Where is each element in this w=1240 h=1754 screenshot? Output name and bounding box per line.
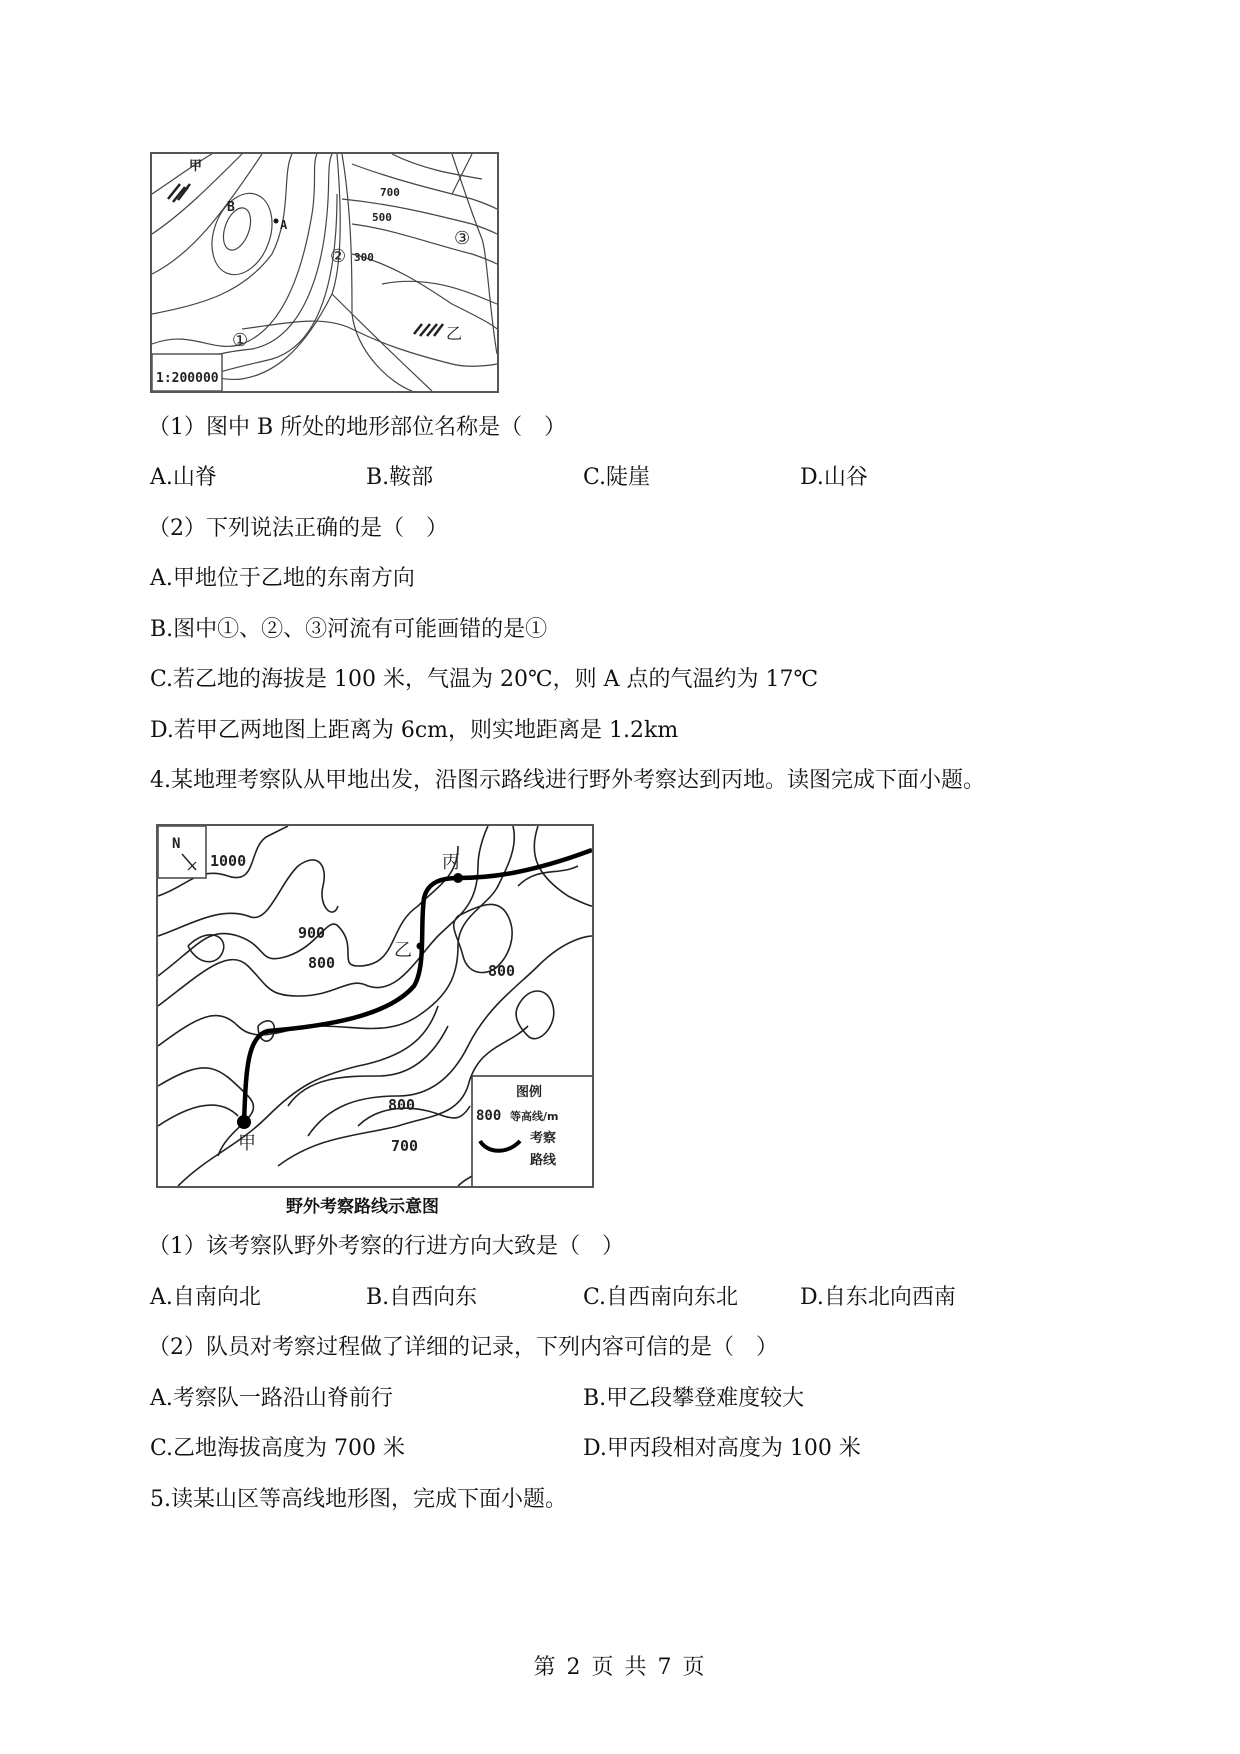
svg-text:路线: 路线 — [530, 1153, 557, 1168]
svg-text:800: 800 — [488, 962, 516, 980]
figure-2-caption: 野外考察路线示意图 — [286, 1197, 439, 1217]
q4-sub2-option-d: D.甲丙段相对高度为 100 米 — [583, 1436, 861, 1461]
svg-text:300: 300 — [354, 251, 374, 264]
q5-stem: 5.读某山区等高线地形图，完成下面小题。 — [150, 1487, 567, 1512]
svg-text:甲: 甲 — [238, 1133, 256, 1154]
svg-text:800: 800 — [388, 1096, 416, 1114]
contour-map-figure-1 — [150, 152, 499, 393]
svg-text:700: 700 — [391, 1137, 419, 1155]
q4-sub2-option-c: C.乙地海拔高度为 700 米 — [150, 1436, 406, 1461]
svg-text:图例: 图例 — [516, 1085, 543, 1100]
svg-text:N: N — [172, 836, 181, 852]
q4-sub2-question: （2）队员对考察过程做了详细的记录，下列内容可信的是（ ） — [148, 1335, 778, 1360]
route-contour-lines — [158, 826, 592, 1186]
q4-sub2-option-a: A.考察队一路沿山脊前行 — [150, 1386, 393, 1411]
q3-sub2-question: （2）下列说法正确的是（ ） — [148, 516, 448, 541]
svg-text:等高线/m: 等高线/m — [510, 1110, 559, 1123]
q3-sub1-option-d: D.山谷 — [800, 465, 868, 490]
svg-text:考察: 考察 — [530, 1131, 557, 1146]
q3-sub1-option-c: C.陡崖 — [583, 465, 651, 490]
svg-text:丙: 丙 — [442, 852, 460, 873]
q4-sub1-question: （1）该考察队野外考察的行进方向大致是（ ） — [148, 1234, 624, 1259]
contour-lines — [152, 154, 497, 391]
q4-sub2-option-b: B.甲乙段攀登难度较大 — [583, 1386, 805, 1411]
svg-text:900: 900 — [298, 924, 326, 942]
q4-sub1-option-c: C.自西南向东北 — [583, 1285, 739, 1310]
svg-text:A: A — [280, 218, 288, 232]
q3-sub1-option-b: B.鞍部 — [366, 465, 434, 490]
q4-sub1-option-b: B.自西向东 — [366, 1285, 478, 1310]
map-legend — [472, 1076, 592, 1186]
contour-map-figure-2 — [156, 824, 594, 1188]
q3-sub2-option-c: C.若乙地的海拔是 100 米，气温为 20℃，则 A 点的气温约为 17℃ — [150, 667, 819, 692]
svg-text:①: ① — [232, 330, 249, 351]
q3-sub2-option-b: B.图中①、②、③河流有可能画错的是① — [150, 617, 548, 642]
svg-text:乙: 乙 — [446, 324, 463, 343]
svg-text:800: 800 — [476, 1108, 502, 1124]
svg-text:1:200000: 1:200000 — [156, 371, 219, 386]
q3-sub1-question: （1）图中 B 所处的地形部位名称是（ ） — [148, 415, 567, 440]
svg-text:800: 800 — [308, 954, 336, 972]
svg-text:500: 500 — [372, 211, 392, 224]
svg-text:③: ③ — [454, 228, 471, 249]
svg-text:乙: 乙 — [394, 940, 412, 961]
q3-sub2-option-d: D.若甲乙两地图上距离为 6cm，则实地距离是 1.2km — [150, 718, 679, 743]
q3-sub1-option-a: A.山脊 — [150, 465, 217, 490]
svg-text:②: ② — [330, 246, 347, 267]
q4-sub1-option-a: A.自南向北 — [150, 1285, 261, 1310]
svg-text:B: B — [227, 200, 235, 215]
svg-text:1000: 1000 — [210, 852, 247, 870]
q4-sub1-option-d: D.自东北向西南 — [800, 1285, 956, 1310]
svg-text:甲: 甲 — [189, 159, 203, 174]
svg-text:700: 700 — [380, 186, 400, 199]
q4-stem: 4.某地理考察队从甲地出发，沿图示路线进行野外考察达到丙地。读图完成下面小题。 — [150, 768, 985, 793]
q3-sub2-option-a: A.甲地位于乙地的东南方向 — [150, 566, 415, 591]
page-footer: 第 2 页 共 7 页 — [533, 1655, 707, 1680]
